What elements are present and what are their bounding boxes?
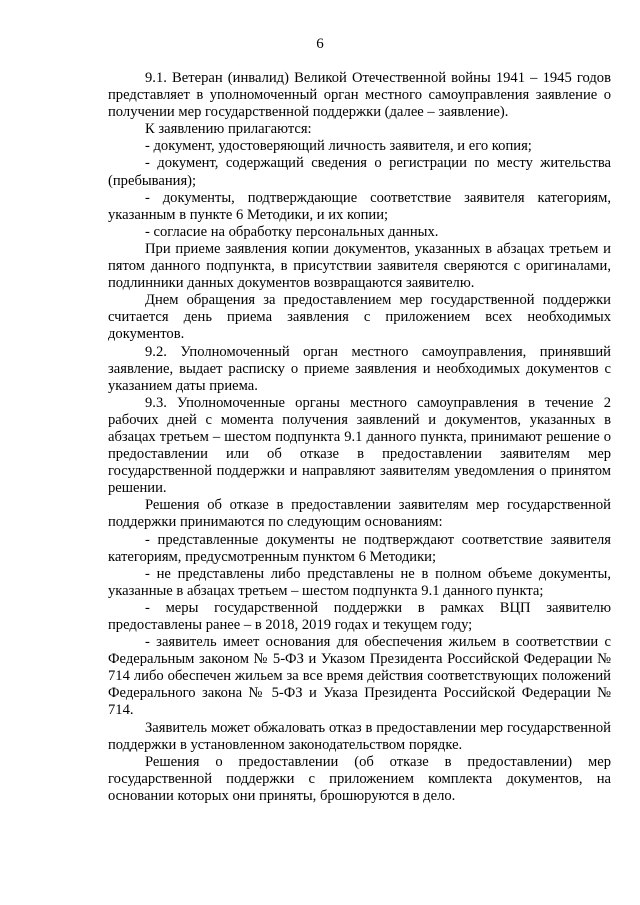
list-item-personal-data-consent: - согласие на обработку персональных данных. [145, 223, 439, 240]
list-item-refusal-category: - представленные документы не подтверждают соответствие заявителя категориям, предусмотренным пунктом 6 Методики; [108, 531, 611, 565]
paragraph-filing: Решения о предоставлении (об отказе в предоставлении) мер государственной поддержки с приложением комплекта документов, на основании которых они приняты, брошюруются в дело. [108, 753, 611, 804]
list-item-category-documents: - документы, подтверждающие соответствие заявителя категориям, указанным в пункте 6 Методики, и их копии; [108, 189, 611, 223]
page-number: 6 [316, 36, 324, 52]
paragraph-application-date: Днем обращения за предоставлением мер государственной поддержки считается день приема заявления с приложением всех необходимых документов. [108, 292, 611, 343]
paragraph-9-3: 9.3. Уполномоченные органы местного самоуправления в течение 2 рабочих дней с момента получения заявлений и документов, указанных в абзацах третьем – шестом подпункта 9.1 данного пункта, принимают решение о предоставлении или об отказе в предоставлении заявителям мер государственной поддержки и направляют заявителям уведомления о принятом решении. [108, 394, 611, 497]
list-item-refusal-previous-support: - меры государственной поддержки в рамках ВЦП заявителю предоставлены ранее – в 2018, 2019 годах и текущем году; [108, 599, 611, 633]
paragraph-appeal: Заявитель может обжаловать отказ в предоставлении мер государственной поддержки в установленном законодательством порядке. [108, 719, 611, 753]
document-body [108, 70, 611, 805]
list-item-refusal-housing: - заявитель имеет основания для обеспечения жильем в соответствии с Федеральным законом № 5-ФЗ и Указом Президента Российской Федерации № 714 либо обеспечен жильем за все время действия соответствующих положений Федерального закона № 5-ФЗ и Указа Президента Российской Федерации № 714. [108, 634, 611, 719]
paragraph-9-1: 9.1. Ветеран (инвалид) Великой Отечественной войны 1941 – 1945 годов представляет в уполномоченный орган местного самоуправления заявление о получении мер государственной поддержки (далее – заявление). [108, 70, 611, 121]
paragraph-refusal-grounds-intro: Решения об отказе в предоставлении заявителям мер государственной поддержки принимаются по следующим основаниям: [108, 497, 611, 531]
paragraph-copies-verification: При приеме заявления копии документов, указанных в абзацах третьем и пятом данного подпункта, в присутствии заявителя сверяются с оригиналами, подлинники данных документов возвращаются заявителю. [108, 240, 611, 292]
paragraph-attachments-intro: К заявлению прилагаются: [145, 121, 312, 138]
list-item-registration-document: - документ, содержащий сведения о регистрации по месту жительства (пребывания); [108, 155, 611, 189]
list-item-identity-document: - документ, удостоверяющий личность заявителя, и его копия; [145, 138, 532, 155]
paragraph-9-2: 9.2. Уполномоченный орган местного самоуправления, принявший заявление, выдает расписку о приеме заявления и необходимых документов с указанием даты приема. [108, 343, 611, 394]
list-item-refusal-incomplete: - не представлены либо представлены не в полном объеме документы, указанные в абзацах третьем – шестом подпункта 9.1 данного пункта; [108, 565, 611, 599]
